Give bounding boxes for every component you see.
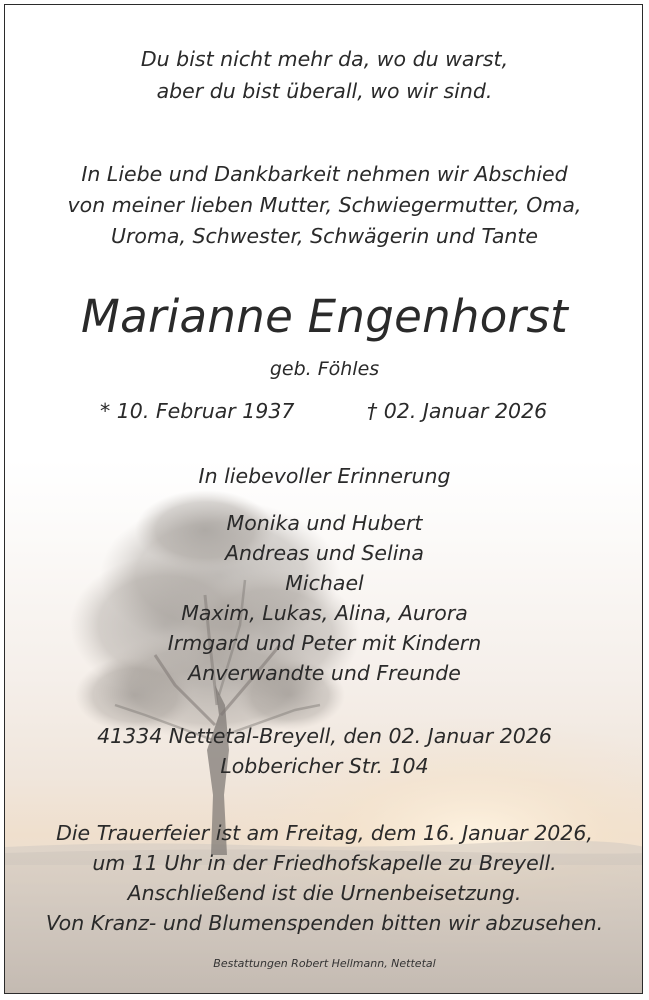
mourner: Michael (285, 571, 364, 595)
life-dates (5, 398, 643, 424)
mourner: Andreas und Selina (225, 541, 424, 565)
motto-line: aber du bist überall, wo wir sind. (156, 79, 493, 103)
service-line: Von Kranz- und Blumenspenden bitten wir abzusehen. (45, 911, 604, 935)
service-line: um 11 Uhr in der Friedhofskapelle zu Breyell. (92, 851, 557, 875)
motto-line: Du bist nicht mehr da, wo du warst, (140, 47, 509, 71)
birth-date: * 10. Februar 1937 (100, 399, 295, 423)
undertaker-credit: Bestattungen Robert Hellmann, Nettetal (213, 957, 436, 970)
mourner: Irmgard und Peter mit Kindern (167, 631, 482, 655)
deceased-name: Marianne Engenhorst (80, 290, 569, 343)
address-line: Lobbericher Str. 104 (220, 754, 429, 778)
memory-line: In liebevoller Erinnerung (198, 464, 451, 488)
service-line: Die Trauerfeier ist am Freitag, dem 16. Januar 2026, (56, 821, 593, 845)
death-date: † 02. Januar 2026 (367, 399, 548, 423)
intro-line: von meiner lieben Mutter, Schwiegermutter, Oma, (67, 193, 582, 217)
mourners-list (5, 508, 643, 688)
obituary-notice (4, 4, 643, 994)
service-line: Anschließend ist die Urnenbeisetzung. (127, 881, 522, 905)
farewell-intro (5, 159, 643, 252)
funeral-service-info (5, 818, 643, 938)
intro-line: Uroma, Schwester, Schwägerin und Tante (110, 224, 539, 248)
mourner: Monika und Hubert (226, 511, 423, 535)
birth-name: geb. Föhles (269, 358, 380, 380)
mourner: Maxim, Lukas, Alina, Aurora (181, 601, 468, 625)
address-line: 41334 Nettetal-Breyell, den 02. Januar 2026 (97, 724, 552, 748)
mourner: Anverwandte und Freunde (188, 661, 461, 685)
address-block (5, 721, 643, 781)
motto (5, 43, 643, 107)
intro-line: In Liebe und Dankbarkeit nehmen wir Abschied (81, 162, 568, 186)
